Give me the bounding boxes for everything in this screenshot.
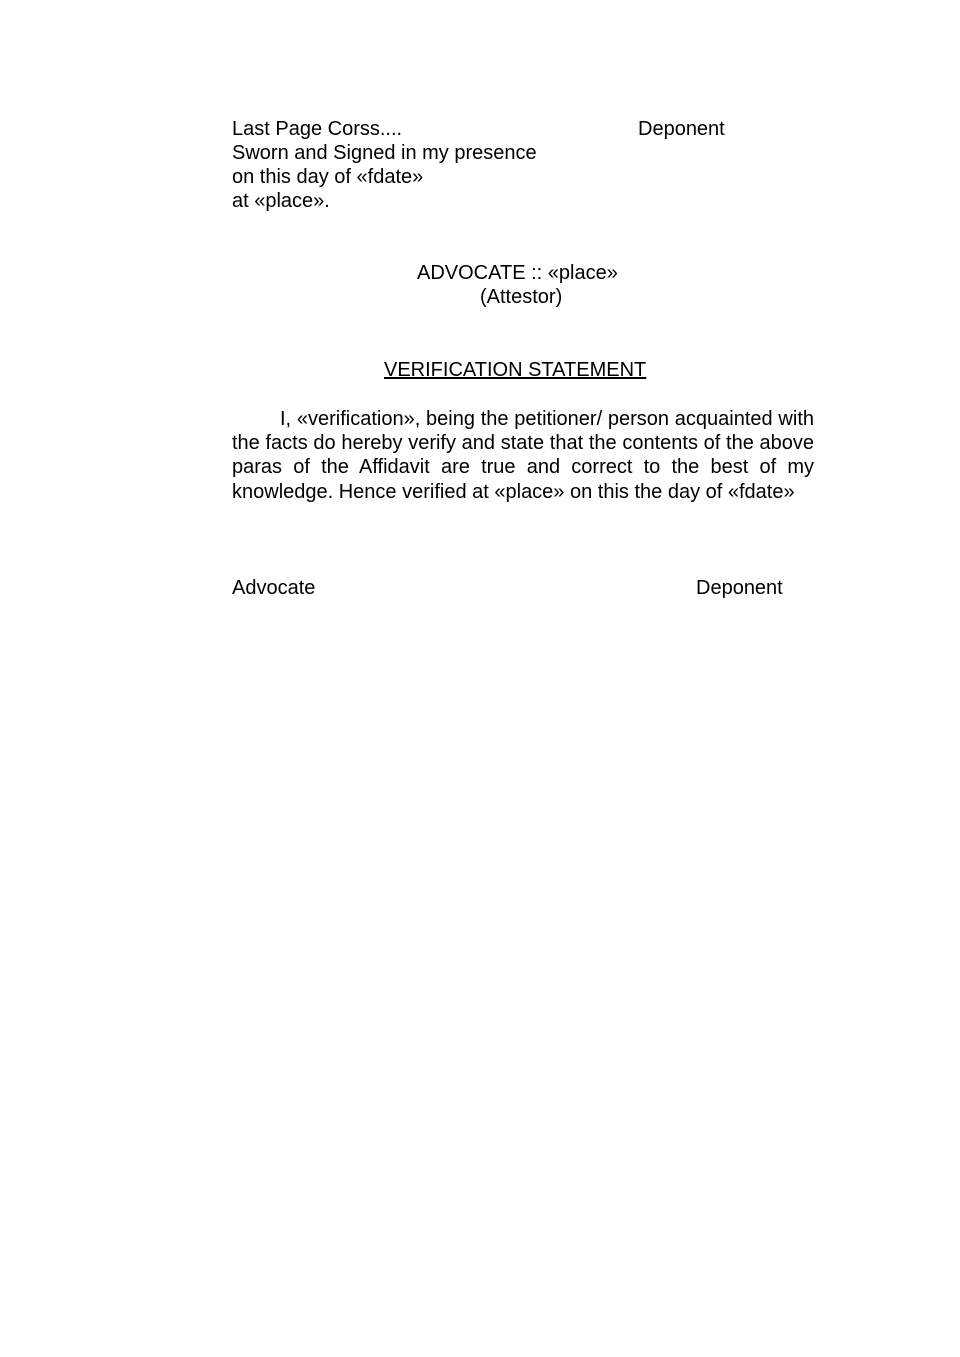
place-line: at «place». (232, 190, 330, 212)
deponent-signature-label: Deponent (696, 577, 783, 599)
last-page-line: Last Page Corss.... (232, 118, 403, 140)
sworn-line: Sworn and Signed in my presence (232, 142, 537, 164)
deponent-top-label: Deponent (638, 118, 725, 140)
date-line: on this day of «fdate» (232, 166, 424, 188)
attestor-label: (Attestor) (480, 286, 563, 308)
verification-heading: VERIFICATION STATEMENT (384, 359, 647, 381)
verification-paragraph: I, «verification», being the petitioner/ person acquainted with the facts do hereby verify and state that the contents of the above paras of the Affidavit are true and correct to the best of my knowledge. Hence verified at «place» on this the day of «fdate» (232, 408, 814, 503)
advocate-place-line: ADVOCATE :: «place» (417, 262, 618, 284)
advocate-signature-label: Advocate (232, 577, 316, 599)
